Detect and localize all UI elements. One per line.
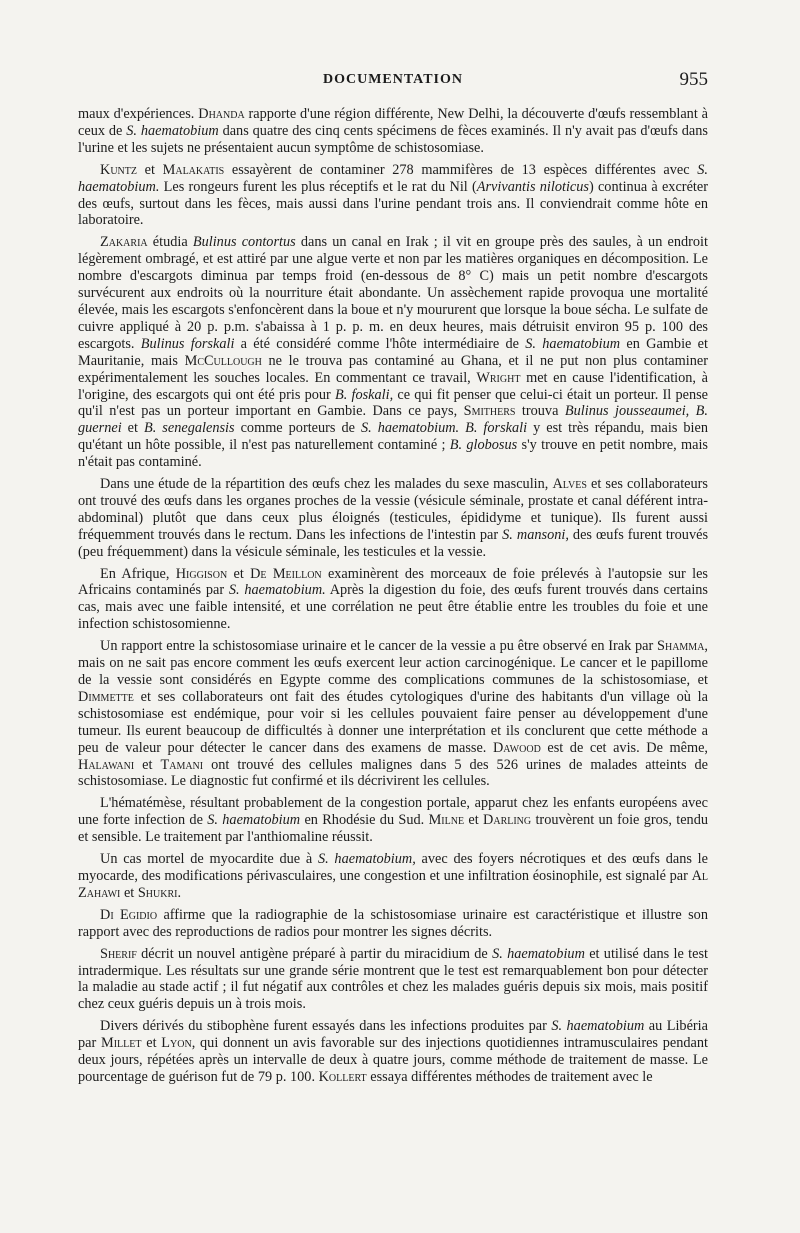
text-run: s'y trouve en petit nombre, mais n'était pas contaminé.: [78, 437, 708, 471]
text-run: et: [141, 1035, 162, 1052]
species-name: S. mansoni,: [502, 526, 569, 543]
text-run: Les rongeurs furent les plus réceptifs et le rat du Nil (: [159, 178, 477, 195]
paragraph: [78, 638, 708, 790]
species-name: B. globosus: [449, 437, 518, 454]
author-name: De Meillon: [250, 565, 322, 582]
author-name: Zakaria: [100, 234, 148, 251]
text-run: et: [464, 812, 484, 829]
paragraph: [78, 946, 708, 1014]
text-run: et utilisé dans le test intradermique. Les résultats sur une grande série montrent que le test est remarquablement bon pour détecter la maladie au stade actif ; il fut négatif aux contrôles et chez les malades guéris depuis six mois, mais positif chez ceux guéris depuis un à trois mois.: [78, 945, 708, 1013]
text-run: maux d'expériences.: [78, 106, 199, 122]
text-run: et: [137, 161, 163, 178]
text-run: est de cet avis. De même,: [540, 739, 708, 756]
species-name: Bulinus forskali: [140, 335, 235, 352]
author-name: Smithers: [463, 403, 516, 420]
text-run: essayèrent de contaminer 278 mammifères de 13 espèces différentes avec: [224, 161, 698, 178]
author-name: Millet: [101, 1035, 142, 1052]
text-run: Un rapport entre la schistosomiase urinaire et le cancer de la vessie a pu être observé en Irak par: [100, 638, 658, 655]
page-number: 955: [679, 69, 708, 90]
species-name: B. foskali,: [334, 386, 394, 403]
text-run: et: [120, 884, 138, 901]
species-name: Arvivantis niloticus: [476, 178, 589, 195]
text-run: et ses collaborateurs ont trouvé des œufs dans les organes proches de la vessie (vésicule séminale, prostate et canal déférent intra-abdominal) plutôt que dans ceux plus éloignés (testicules, épididyme et tunique). Ils furent aussi fréquemment trouvés dans le rectum. Dans les infections de l'intestin par: [78, 476, 708, 543]
text-run: Dans une étude de la répartition des œufs chez les malades du sexe masculin,: [100, 476, 553, 493]
species-name: Bulinus jousseaumei, B. guernei: [78, 403, 708, 437]
text-run: met en cause l'identification, à l'origine, des escargots qui ont été pris pour: [78, 369, 708, 403]
paragraph: [78, 851, 708, 902]
text-run: , qui donnent un avis favorable sur des injections quotidiennes intramusculaires pendant deux jours, répétées après un intervalle de deux à quatre jours, comme méthode de traitement de masse. Le pourcentage de guérison fut de 79 p. 100.: [78, 1035, 708, 1085]
body-text: [78, 106, 708, 1091]
text-run: Un cas mortel de myocardite due à: [100, 851, 318, 868]
species-name: S. haematobium. B. forskali: [361, 420, 528, 437]
author-name: Di Egidio: [100, 906, 158, 923]
author-name: Kollert: [318, 1068, 367, 1085]
author-name: Milne: [428, 812, 465, 829]
text-run: Divers dérivés du stibophène furent essayés dans les infections produites par: [100, 1018, 552, 1035]
text-run: en Rhodésie du Sud.: [300, 812, 429, 829]
author-name: Malakatis: [162, 161, 225, 178]
text-run: des œufs furent trouvés (peu fréquemment) dans la vésicule séminale, les testicules et la vessie.: [78, 526, 709, 560]
author-name: Al Zahawi: [78, 867, 708, 901]
text-run: et ses collaborateurs ont fait des études cytologiques d'urine des habitants d'un village où la schistosomiase est endémique, pour voir si les cellules pouvaient faire penser au développement d'une tumeur. Ils eurent beaucoup de difficultés à donner une interprétation et ils conclurent que cette méthode a peu de valeur pour détecter le cancer dans des examens de masse.: [78, 688, 708, 756]
species-name: B. senegalensis: [144, 420, 235, 437]
paragraph: [78, 162, 708, 230]
text-run: trouva: [515, 403, 565, 420]
author-name: Wright: [476, 369, 521, 386]
running-title: DOCUMENTATION: [322, 72, 464, 87]
text-run: ) continua à excréter des œufs, surtout dans les fèces, mais aussi dans l'urine pendant trois ans. Il conviendrait comme hôte en laboratoire.: [78, 178, 708, 229]
paragraph: [78, 795, 708, 846]
species-name: S. haematobium: [492, 945, 585, 962]
text-run: affirme que la radiographie de la schistosomiase urinaire est caractéristique et illustre son rapport avec des reproductions de radios pour montrer les signes décrits.: [78, 906, 708, 940]
text-run: ont trouvé des cellules malignes dans 5 des 526 urines de malades atteints de schistosomiase. Le diagnostic fut confirmé et ils décrivirent les cellules.: [78, 756, 708, 790]
text-run: rapporte d'une région différente, New Delhi, la découverte d'œufs ressemblant à ceux de: [78, 106, 708, 139]
text-run: et: [121, 420, 144, 437]
author-name: Tamani: [160, 756, 204, 773]
text-run: et: [227, 565, 251, 582]
text-run: dans quatre des cinq cents spécimens de fèces examinés. Il n'y avait pas d'œufs dans l'urine et les sujets ne présentaient aucun symptôme de schistosomiase.: [78, 122, 708, 156]
text-run: au Libéria par: [78, 1018, 708, 1052]
text-run: décrit un nouvel antigène préparé à partir du miracidium de: [136, 945, 493, 962]
text-run: En Afrique,: [100, 565, 176, 582]
paragraph: [78, 476, 708, 561]
text-run: comme porteurs de: [234, 420, 361, 437]
author-name: Alves: [552, 476, 587, 493]
page-header: [78, 69, 708, 94]
text-run: a été considéré comme l'hôte intermédiaire de: [234, 335, 526, 352]
species-name: S. haematobium.: [78, 161, 708, 195]
text-run: étudia: [147, 234, 193, 251]
paragraph: [78, 907, 708, 941]
text-run: et: [134, 756, 161, 773]
species-name: S. haematobium: [551, 1018, 645, 1035]
species-name: S. haematobium.: [228, 582, 326, 599]
author-name: Dhanda: [198, 106, 245, 122]
author-name: Higgison: [175, 565, 228, 582]
text-run: , mais on ne sait pas encore comment les œufs exercent leur action carcinogénique. Le cancer et le papillome de la vessie sont considérés en Egypte comme des complications communes de la schistosomiase, et: [78, 638, 708, 688]
author-name: Sherif: [100, 945, 137, 962]
text-run: dans un canal en Irak ; il vit en groupe près des saules, à un endroit légèrement ombragé, et est attiré par une algue verte et non par les matières organiques en décomposition. Le nombre d'escargots diminua par temps froid (en-dessous de 8° C) mais un petit nombre d'escargots survécurent aux endroits où la nourriture était abondante. Un assèchement rapide provoqua une mortalité élevée, mais les escargots s'enfoncèrent dans la boue et n'y moururent que lorsque la boue sécha. Le sulfate de cuivre appliqué à 20 p. p.m. s'abaissa à 1 p. p. m. en deux heures, mais détruisit environ 95 p. 100 des escargots.: [78, 234, 708, 352]
species-name: S. haematobium: [207, 812, 301, 829]
species-name: Bulinus contortus: [192, 234, 296, 251]
text-run: en Gambie et Mauritanie, mais: [78, 335, 708, 369]
text-run: avec des foyers nécrotiques et des œufs dans le myocarde, des modifications périvasculaires, une congestion et une infiltration éosinophile, est signalé par: [78, 851, 708, 884]
species-name: S. haematobium: [525, 335, 621, 352]
author-name: Shukri: [137, 884, 178, 901]
author-name: Lyon: [161, 1035, 192, 1052]
paragraph: [78, 1018, 708, 1086]
author-name: Darling: [483, 812, 532, 829]
text-run: examinèrent des morceaux de foie prélevés à l'autopsie sur les Africains contaminés par: [78, 565, 708, 599]
text-run: trouvèrent un foie gros, tendu et sensible. Le traitement par l'anthiomaline réussit.: [78, 812, 708, 846]
paragraph: [78, 234, 708, 471]
author-name: Halawani: [78, 756, 135, 773]
author-name: Shamma: [657, 638, 705, 655]
author-name: McCullough: [184, 352, 262, 369]
text-run: .: [177, 884, 182, 901]
text-run: essaya différentes méthodes de traitement avec le: [366, 1068, 653, 1085]
author-name: Dawood: [492, 739, 541, 756]
text-run: Après la digestion du foie, des œufs furent trouvés dans certains cas, mais avec une faible intensité, et une corrélation ne peut être établie entre les troubles du foie et une infection schistosomienne.: [78, 582, 708, 633]
author-name: Dimmette: [78, 688, 134, 705]
text-run: ne le trouva pas contaminé au Ghana, et il ne put non plus contaminer expérimentalement les souches locales. En commentant ce travail,: [78, 352, 708, 386]
species-name: S. haematobium: [126, 122, 219, 139]
text-run: L'hématémèse, résultant probablement de la congestion portale, apparut chez les enfants européens avec une forte infection de: [78, 795, 708, 829]
text-run: ce qui fit penser que celui-ci était un porteur. Il pense qu'il n'est pas un porteur important en Gambie. Dans ce pays,: [78, 386, 709, 420]
paragraph: [78, 566, 708, 634]
author-name: Kuntz: [100, 161, 137, 178]
paragraph: [78, 106, 708, 157]
species-name: S. haematobium,: [317, 851, 416, 868]
text-run: y est très répandu, mais bien qu'étant un hôte possible, il n'est pas naturellement contaminé ;: [78, 420, 708, 454]
